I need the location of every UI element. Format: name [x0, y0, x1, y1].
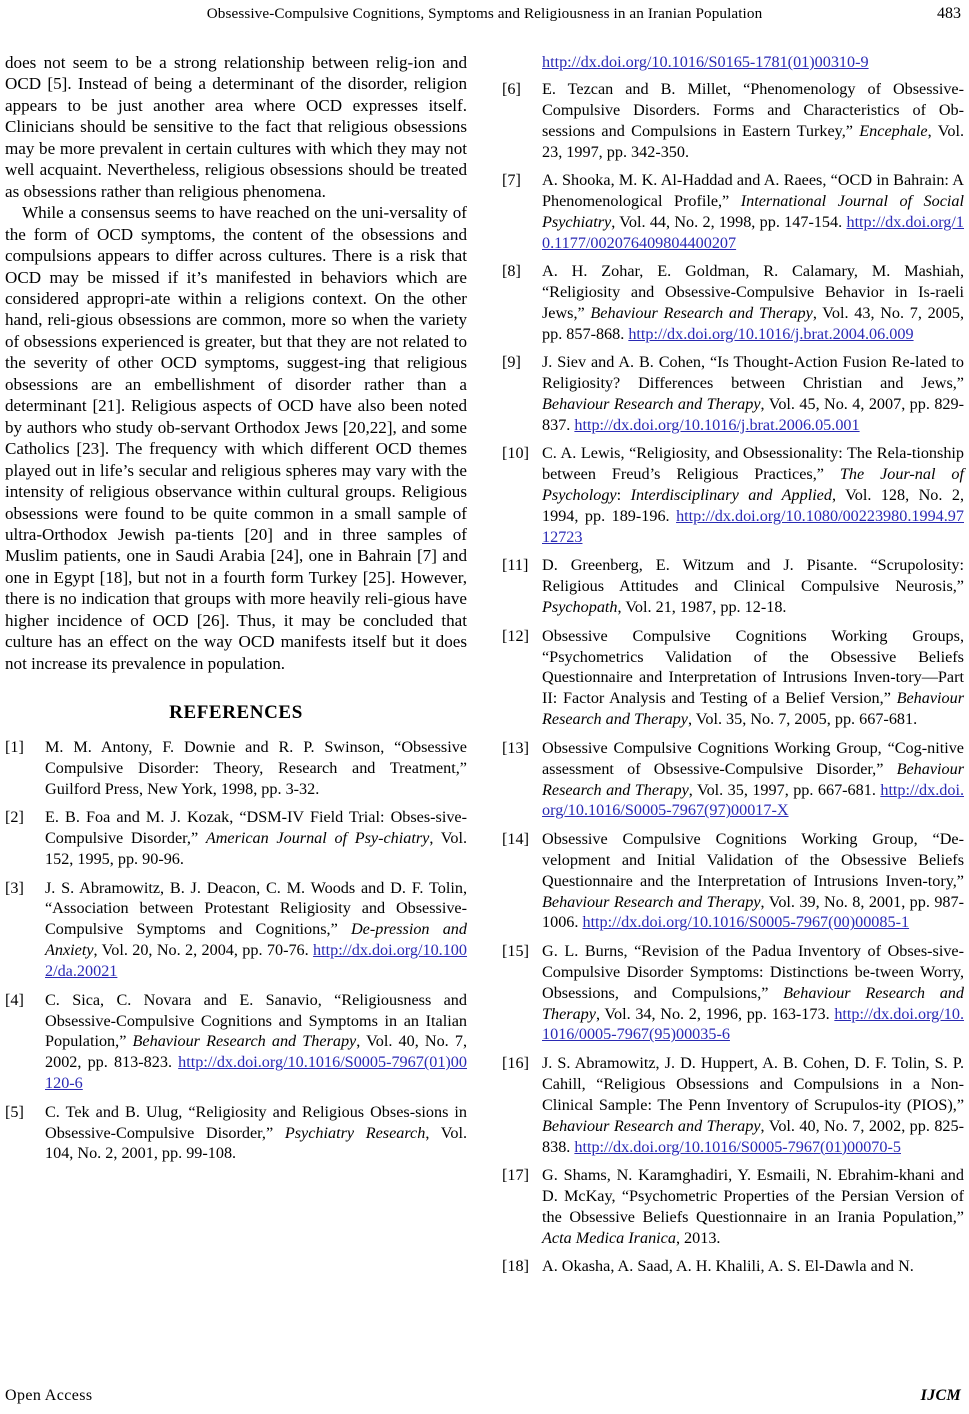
reference-source-title: Behaviour Research and Therapy [542, 689, 964, 729]
doi-link[interactable]: http://dx.doi.org/10.1177/002076409804400207 [542, 212, 964, 252]
right-column [502, 52, 964, 1284]
reference-item [502, 941, 964, 1046]
reference-text: , Vol. 128, No. 2, 1994, pp. 189-196. [542, 486, 964, 526]
reference-text: , Vol. 40, No. 7, 2002, pp. 825-838. [542, 1116, 964, 1156]
journal-abbrev-label: IJCM [920, 1387, 961, 1404]
reference-text: A. Okasha, A. Saad, A. H. Khalili, A. S. El-Dawla and N. [542, 1257, 914, 1276]
reference-item [502, 738, 964, 822]
reference-item [5, 878, 467, 983]
reference-number: [6] [502, 79, 521, 98]
reference-item [5, 807, 467, 870]
reference-list-right [502, 79, 964, 1277]
reference-item [502, 170, 964, 254]
reference-item [502, 1053, 964, 1158]
reference-source-title: Acta Medica Iranica [542, 1228, 676, 1247]
reference-text: J. S. Abramowitz, J. D. Huppert, A. B. Cohen, D. F. Tolin, S. P. Cahill, “Religious Obsessions and Compulsions in a Non-Clinical Sample: The Penn Inventory of Scrupulos-ity (PIOS),” [542, 1053, 964, 1114]
reference-number: [14] [502, 829, 529, 848]
reference-text: , Vol. 39, No. 8, 2001, pp. 987-1006. [542, 892, 964, 932]
reference-text: E. Tezcan and B. Millet, “Phenomenology of Obsessive-Compulsive Disorders. Forms and Characteristics of Ob-sessions and Compulsions in Eastern Turkey,” [542, 79, 964, 140]
reference-number: [2] [5, 808, 24, 827]
reference-source-title: Encephale [859, 121, 928, 140]
reference-text: A. H. Zohar, E. Goldman, R. Calamary, M. Mashiah, “Religiosity and Obsessive-Compulsive Behavior in Is-raeli Jews,” [542, 262, 964, 322]
doi-link[interactable]: http://dx.doi.org/10.1016/S0005-7967(00)00085-1 [582, 913, 910, 932]
doi-link[interactable]: http://dx.doi.org/10.1016/S0005-7967(01)00070-5 [574, 1137, 901, 1156]
page-footer [5, 1384, 961, 1406]
doi-link[interactable]: http://dx.doi.org/10.1002/da.20021 [45, 941, 467, 981]
reference-source-title: Behaviour Research and Therapy [542, 983, 964, 1023]
reference-number: [12] [502, 626, 529, 645]
reference-item [502, 352, 964, 436]
reference-text: , Vol. 34, No. 2, 1996, pp. 163-173. [595, 1004, 835, 1023]
reference-text: Obsessive Compulsive Cognitions Working Group, “De-velopment and Initial Validation of the Obsessive Beliefs Questionnaire and the Interpretation of Intrusions Inven-tory,” [542, 829, 964, 890]
reference-text: , Vol. 152, 1995, pp. 90-96. [45, 829, 467, 869]
reference-item [5, 737, 467, 800]
doi-link[interactable]: http://dx.doi.org/10.1016/S0005-7967(01)00120-6 [45, 1053, 467, 1093]
reference-text: : [616, 486, 631, 505]
reference-source-title: Behaviour Research and Therapy [542, 892, 761, 911]
reference-text: , Vol. 20, No. 2, 2004, pp. 70-76. [93, 941, 314, 960]
reference-text: C. Sica, C. Novara and E. Sanavio, “Religiousness and Obsessive-Compulsive Cognitions and Symptoms in an Italian Population,” [45, 990, 467, 1051]
open-access-label: Open Access [5, 1387, 93, 1404]
reference-number: [16] [502, 1053, 529, 1072]
reference-item [5, 990, 467, 1095]
reference-text: , Vol. 43, No. 7, 2005, pp. 857-868. [542, 303, 964, 343]
reference-item [502, 555, 964, 618]
running-header [0, 0, 969, 40]
reference-source-title: Interdisciplinary and Applied [630, 486, 832, 505]
reference-source-title: Behaviour Research and Therapy [590, 303, 813, 322]
two-column-body [5, 52, 964, 1352]
reference-source-title: American Journal of Psy-chiatry [205, 829, 430, 848]
reference-text: , Vol. 35, 1997, pp. 667-681. [688, 780, 881, 799]
reference-number: [10] [502, 444, 529, 463]
reference-source-title: Psychopath [542, 598, 618, 617]
left-column [5, 52, 467, 1172]
reference-number: [8] [502, 262, 521, 281]
reference-text: , Vol. 23, 1997, pp. 342-350. [542, 121, 964, 161]
reference-item [502, 443, 964, 548]
reference-text: M. M. Antony, F. Downie and R. P. Swinson, “Obsessive Compulsive Disorder: Theory, Research and Treatment,” Guilford Press, New York, 1998, pp. 3-32. [45, 738, 467, 798]
reference-text: , Vol. 44, No. 2, 1998, pp. 147-154. [611, 212, 847, 231]
reference-number: [3] [5, 878, 24, 897]
doi-link[interactable]: http://dx.doi.org/10.1016/j.brat.2006.05.001 [574, 416, 860, 434]
reference-item [502, 626, 964, 731]
reference-text: E. B. Foa and M. J. Kozak, “DSM-IV Field Trial: Obses-sive-Compulsive Disorder,” [45, 808, 467, 848]
reference-list-left [5, 737, 467, 1164]
references-heading: REFERENCES [169, 702, 303, 724]
doi-link[interactable]: http://dx.doi.org/10.1016/S0005-7967(97)00017-X [542, 780, 964, 820]
reference-source-title: Behaviour Research and Therapy [542, 1116, 761, 1135]
reference-source-title: Behaviour Research and Therapy [542, 759, 964, 799]
reference-source-title: Psychiatry Research [284, 1123, 426, 1142]
reference-number: [4] [5, 990, 24, 1009]
reference-source-title: De-pression and Anxiety [45, 920, 467, 960]
reference-source-title: International Journal of Social Psychiatry [542, 191, 964, 231]
reference-item [502, 1256, 964, 1277]
reference-text: A. Shooka, M. K. Al-Haddad and A. Raees, “OCD in Bahrain: A Phenomenological Profile,” [542, 171, 964, 210]
reference-item [502, 829, 964, 934]
reference-source-title: The Jour-nal of Psychology [542, 465, 964, 505]
references-heading-wrap [5, 674, 467, 737]
reference-number: [18] [502, 1257, 529, 1276]
running-header-title: Obsessive-Compulsive Cognitions, Symptoms and Religiousness in an Iranian Population [206, 5, 763, 22]
reference-number: [9] [502, 353, 521, 372]
reference-number: [5] [5, 1102, 24, 1121]
reference-text: G. Shams, N. Karamghadiri, Y. Esmaili, N. Ebrahim-khani and D. McKay, “Psychometric Properties of the Persian Version of the Obsessive Beliefs Questionnaire in an Irania Population,” [542, 1165, 964, 1226]
reference-number: [17] [502, 1165, 529, 1184]
reference-text: G. L. Burns, “Revision of the Padua Inventory of Obses-sive-Compulsive Disorder Symptoms: Distinctions be-tween Worry, Obsessions, and Compulsions,” [542, 941, 964, 1002]
doi-link[interactable]: http://dx.doi.org/10.1016/0005-7967(95)00035-6 [542, 1004, 964, 1044]
reference-text: C. Tek and B. Ulug, “Religiosity and Religious Obses-sions in Obsessive-Compulsive Disorder,” [45, 1102, 467, 1142]
reference-item [502, 79, 964, 163]
reference-item [502, 261, 964, 345]
reference-text: , 2013. [675, 1228, 721, 1247]
body-paragraph-2: While a consensus seems to have reached on the uni-versality of the form of OCD symptoms, the content of the obsessions and compulsions appears to differ across cultures. There is a risk that OCD may be missed if it’s manifested in behaviors which are considered appropri-ate within a religions context. On the other hand, reli-gious obsessions are common, more so when the variety of obsessions experienced is greater, but that they are not related to the severity of other OCD symptoms, suggest-ing that religious obsessions are an embellishment of disorder rather than a determinant [21]. Religious aspects of OCD have also been noted by authors who study ob-servant Orthodox Jews [20,22], and some Catholics [23]. The frequency with which different OCD themes played out in life’s secular and religious spheres may vary with the intensity of religious observance within cultural groups. Religious obsessions were found to be quite common in a small sample of ultra-Orthodox Jewish pa-tients [20] and in three samples of Muslim patients, one in Saudi Arabia [24], one in Bahrain [7] and one in Egypt [18], but not in a fourth form Turkey [25]. However, there is no indication that groups with more heavily reli-gious have higher incidence of OCD [26]. Thus, it may be concluded that culture has an effect on the way OCD manifests itself but it does not increase its prevalence in population. [5, 203, 467, 673]
page-number: 483 [937, 5, 961, 22]
reference-number: [13] [502, 738, 529, 757]
doi-link[interactable]: http://dx.doi.org/10.1016/j.brat.2004.06.009 [628, 324, 914, 343]
reference-item [5, 1102, 467, 1165]
reference-number: [1] [5, 738, 24, 757]
reference-source-title: Behaviour Research and Therapy [542, 395, 761, 414]
reference-number: [7] [502, 171, 521, 190]
doi-link[interactable]: http://dx.doi.org/10.1080/00223980.1994.9712723 [542, 507, 964, 547]
reference-text: J. S. Abramowitz, B. J. Deacon, C. M. Woods and D. F. Tolin, “Association between Protestant Religiosity and Obsessive-Compulsive Symptoms and Cognitions,” [45, 878, 467, 939]
reference-item [502, 1165, 964, 1249]
reference-source-title: Behaviour Research and Therapy [132, 1032, 357, 1051]
reference-text: J. Siev and A. B. Cohen, “Is Thought-Action Fusion Re-lated to Religiosity? Differences between Christian and Jews,” [542, 353, 964, 393]
reference-text: , Vol. 40, No. 7, 2002, pp. 813-823. [45, 1032, 468, 1072]
reference-number: [15] [502, 941, 529, 960]
reference-text: D. Greenberg, E. Witzum and J. Pisante. “Scrupolosity: Religious Attitudes and Clinical Compulsive Neurosis,” [542, 556, 964, 596]
reference-text: , Vol. 35, No. 7, 2005, pp. 667-681. [687, 710, 918, 729]
reference-text: , Vol. 21, 1987, pp. 12-18. [617, 598, 787, 617]
reference-text: C. A. Lewis, “Religiosity, and Obsessionality: The Rela-tionship between Freud’s Religious Practices,” [542, 444, 964, 484]
doi-link-continuation[interactable]: http://dx.doi.org/10.1016/S0165-1781(01)00310-9 [542, 53, 869, 71]
body-paragraph-1: does not seem to be a strong relationship between relig-ion and OCD [5]. Instead of being a determinant of the disorder, religion appears to be just another area where OCD expresses itself. Clinicians should be sensitive to the fact that religious obsessions may be more prevalent in certain cultures with which they may not well acquaint. Nevertheless, religious obsessions should be treated as obsessions rather than religious phenomena. [5, 53, 467, 201]
reference-text: , Vol. 45, No. 4, 2007, pp. 829-837. [542, 395, 964, 434]
reference-text: , Vol. 104, No. 2, 2001, pp. 99-108. [45, 1123, 467, 1163]
reference-text: Obsessive Compulsive Cognitions Working Group, “Cog-nitive assessment of Obsessive-Compulsive Disorder,” [542, 738, 964, 778]
reference-number: [11] [502, 556, 529, 575]
reference-text: Obsessive Compulsive Cognitions Working Groups, “Psychometrics Validation of the Obsessive Beliefs Questionnaire and Interpretation of Intrusions Inven-tory—Part II: Factor Analysis and Testing of a Belief Version,” [542, 626, 964, 708]
